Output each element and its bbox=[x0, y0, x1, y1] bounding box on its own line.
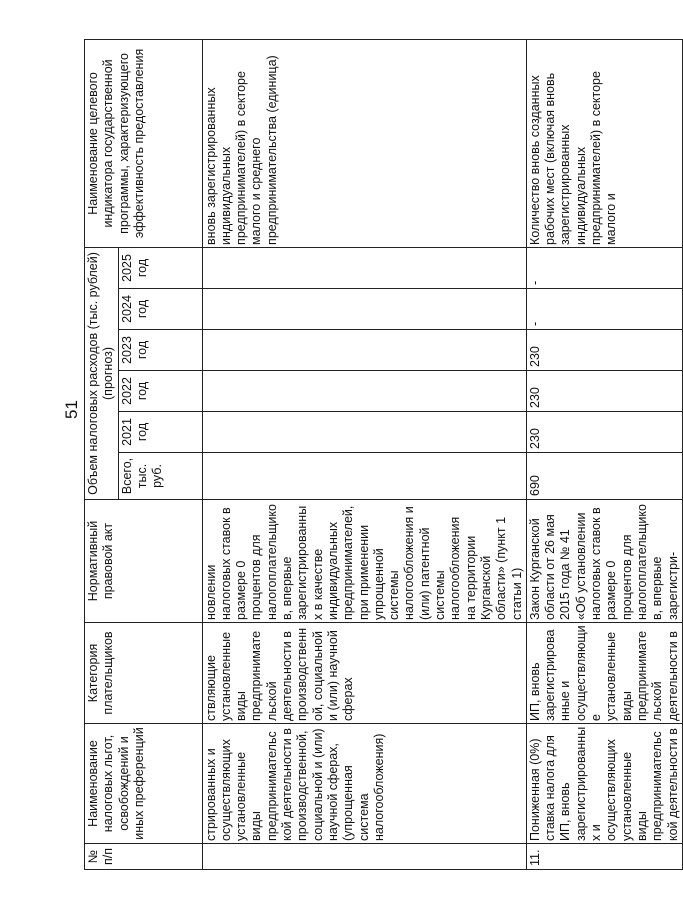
cell-benefit-name: Пониженная (0%) ставка налога для ИП, вновь зарегистрированных и осуществляющих установленные виды предпринимательской деятельности в bbox=[526, 724, 682, 844]
cell-2022: 230 bbox=[526, 371, 682, 412]
cell-2023: 230 bbox=[526, 330, 682, 371]
table-row bbox=[202, 39, 526, 869]
cell-2021 bbox=[202, 412, 526, 453]
col-header-legal-act: Нормативный правовой акт bbox=[85, 500, 203, 623]
cell-2022 bbox=[202, 371, 526, 412]
cell-total bbox=[202, 453, 526, 500]
col-header-total: Всего, тыс. руб. bbox=[118, 453, 202, 500]
col-header-2023: 2023 год bbox=[118, 330, 202, 371]
col-header-benefit-name: Наименование налоговых льгот, освобождений и иных преференций bbox=[85, 724, 203, 844]
cell-total: 690 bbox=[526, 453, 682, 500]
cell-indicator: вновь зарегистрированных индивидуальных предпринимателей) в секторе малого и среднего предпринимательства (единица) bbox=[202, 39, 526, 247]
cell-legal-act: Закон Курганской области от 26 мая 2015 года № 41 «Об установлении налоговых ставок в размере 0 процентов для налогоплательщиков, впервые зарегистри- bbox=[526, 500, 682, 623]
cell-2024 bbox=[202, 289, 526, 330]
col-header-num: № п/п bbox=[85, 844, 203, 870]
col-header-2021: 2021 год bbox=[118, 412, 202, 453]
cell-2024: - bbox=[526, 289, 682, 330]
col-header-indicator: Наименование целевого индикатора государственной программы, характеризующего эффективность предоставления bbox=[85, 39, 203, 247]
col-header-2022: 2022 год bbox=[118, 371, 202, 412]
cell-indicator: Количество вновь созданных рабочих мест (включая вновь зарегистрированных индивидуальных предпринимателей) в секторе малого и bbox=[526, 39, 682, 247]
cell-2023 bbox=[202, 330, 526, 371]
cell-2025: - bbox=[526, 247, 682, 288]
col-header-2025: 2025 год bbox=[118, 247, 202, 288]
cell-2025 bbox=[202, 247, 526, 288]
rotated-table-container bbox=[84, 40, 680, 870]
cell-2021: 230 bbox=[526, 412, 682, 453]
cell-benefit-name: стрированных и осуществляющих установленные виды предпринимательской деятельности в производственной, социальной и (или) научной сферах, (упрощенная система налогообложения) bbox=[202, 724, 526, 844]
page-number: 51 bbox=[62, 400, 81, 419]
col-header-2024: 2024 год bbox=[118, 289, 202, 330]
cell-num bbox=[202, 844, 526, 870]
table-row bbox=[526, 39, 682, 869]
tax-expenses-table bbox=[84, 39, 683, 870]
cell-num: 11. bbox=[526, 844, 682, 870]
col-header-expenses-group: Объем налоговых расходов (тыс. рублей) (прогноз) bbox=[85, 247, 119, 499]
cell-legal-act: новлении налоговых ставок в размере 0 процентов для налогоплательщиков, впервые зарегистрированных в качестве индивидуальных предпринимателей, при применении упрощенной системы налогообложения и (или) патентной системы налогообложения на территории Курганской области» (пункт 1 статьи 1) bbox=[202, 500, 526, 623]
cell-taxpayer-category: ИП, вновь зарегистрированные и осуществляющие установленные виды предпринимательской деятельности в bbox=[526, 623, 682, 724]
cell-taxpayer-category: ствляющие установленные виды предпринимательской деятельности в производственной, социальной и (или) научной сферах bbox=[202, 623, 526, 724]
col-header-taxpayer-category: Категория плательщиков bbox=[85, 623, 203, 724]
